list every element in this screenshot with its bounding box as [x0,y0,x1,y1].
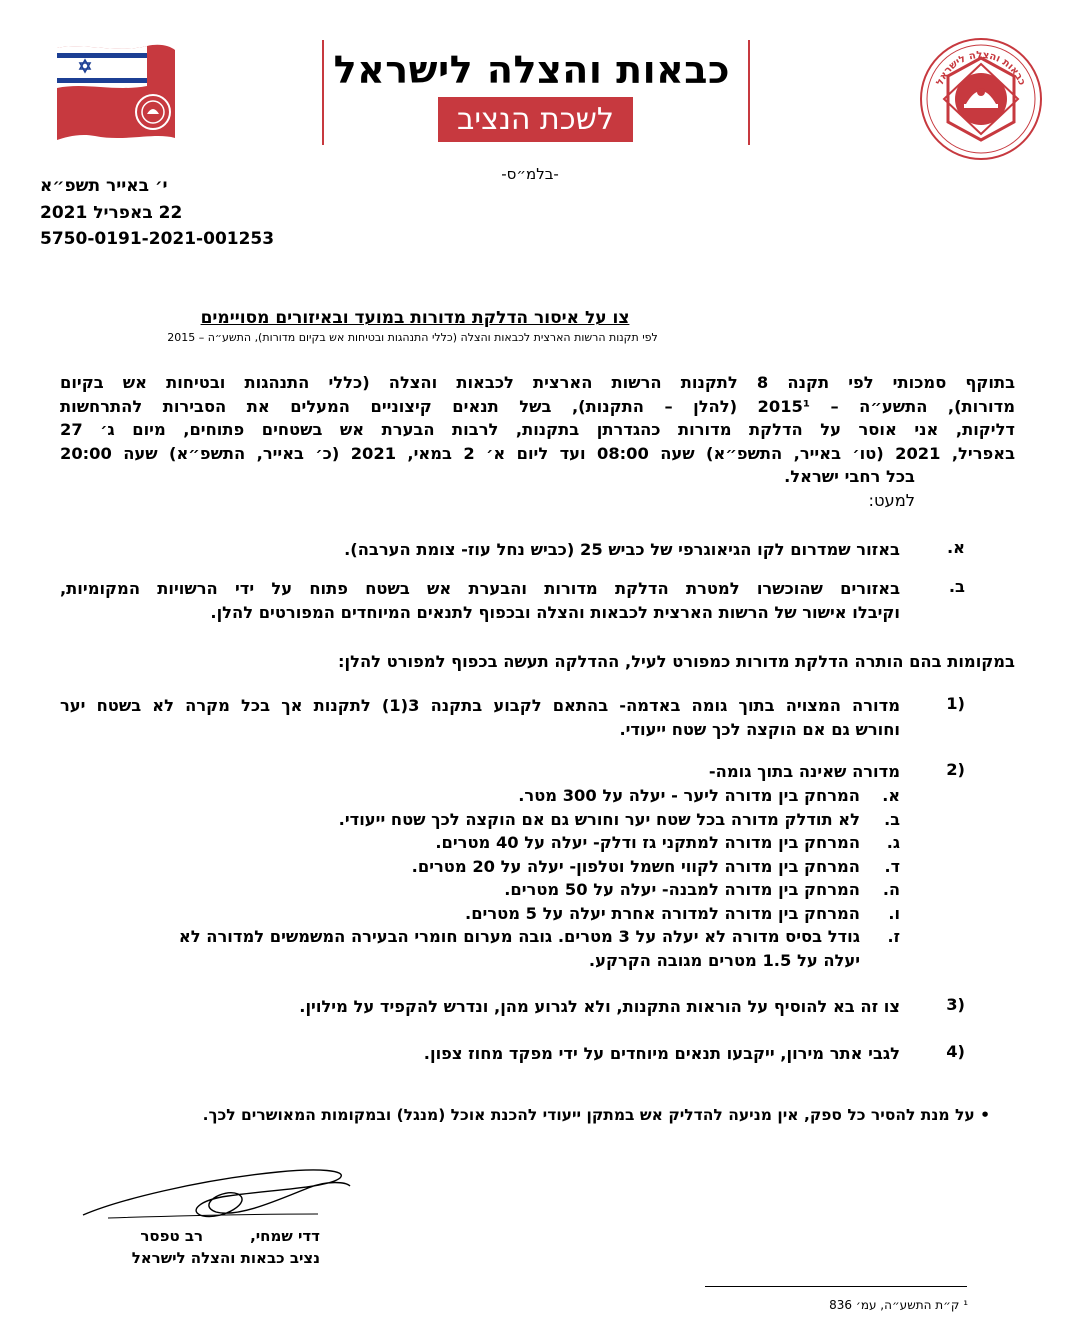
document-subtitle: לפי תקנות הרשות הארצית לכבאות והצלה (כללי התנהגות ובטיחות אש בקיום מדורות), התשע״ה – 2015 [167,331,658,344]
sub-item: ב. לא תודלק מדורה בכל שטח יער וחורש גם אם הוקצה לכך שטח ייעודי. [338,809,900,829]
sub-item: א. המרחק בין מדורה ליער - יעלה על 300 מטר. [518,786,900,805]
header-divider-right [748,40,750,145]
signatory-name: דדי שמחי, רב טפסר [140,1227,320,1245]
clarification-note: • על מנת להסיר כל ספק, אין מניעה להדליק אש במתקן ייעודי להכנת אוכל (מנגל) ובמקומות המאושרים לכך. [202,1106,990,1124]
reference-number: 5750-0191-2021-001253 [40,229,275,249]
sub-item: ד. המרחק בין מדורה לקווי חשמל וטלפון- יעלה על 20 מטרים. [411,856,900,876]
condition-3: צו זה בא להוסיף על הוראות התקנות, ולא לגרוע מהן, ונדרש להקפיד על מילוין. [299,997,900,1016]
flag-logo [55,42,180,142]
exception-marker: ב. [948,577,965,596]
signatory-title: נציב כבאות והצלה לישראל [131,1249,320,1267]
sub-item: ז. גודל בסיס מדורה לא יעלה על 3 מטרים. גובה מערום חומרי הבעירה המשמשים למדורה לא יעלה על 1.5 מטרים מגובה הקרקע. [178,927,900,970]
hebrew-date: י׳ באייר תשפ״א [40,176,168,196]
condition-4: לגבי אתר מירון, ייקבעו תנאים מיוחדים על ידי מפקד מחוז צפון. [423,1044,900,1063]
intro-line: מדורות), התשע״ה – 2015¹ (להלן – התקנות), בשל תנאים קיצוניים המעלים את הסבירות להתרחשות [60,396,1015,416]
classification-label: -בלמ״ס- [501,165,559,183]
condition-marker: 4) [946,1042,965,1061]
handwritten-signature [78,1160,358,1225]
sub-item: ו. המרחק בין מדורה למדורה אחרת יעלה על 5 מטרים. [465,903,900,923]
condition-1: מדורה המצויה בתוך גומה באדמה- בהתאם לקבוע בתקנה 3(1) לתקנות אך בכל מקרה לא בשטח יער וחורש גם אם הוקצה לכך שטח ייעודי. [60,696,900,739]
intro-line: בכל רחבי ישראל. [784,467,915,486]
header-divider-left [322,40,324,145]
fire-rescue-emblem [918,36,1044,162]
condition-marker: 2) [946,760,965,779]
intro-line: באפריל, 2021 (טו׳ באייר, התשפ״א) שעה 08:00 ועד ליום א׳ 2 במאי, 2021 (כ׳ באייר, התשפ״א) שעה 20:00 [60,443,1015,463]
org-name: כבאות והצלה לישראל [333,48,730,92]
bureau-badge: לשכת הנציב [438,97,633,142]
footnote: ¹ ק״ת התשע״ה, עמ׳ 836 [829,1298,968,1312]
exception-b: באזורים שהוכשרו למטרת הדלקת מדורות והבערת אש בשטח פתוח על ידי הרשויות המקומיות, וקיבלו אישור של הרשות הארצית לכבאות והצלה ובכפוף לתנאים המיוחדים המפורטים להלן. [60,579,900,622]
footnote-divider [705,1286,967,1287]
exception-a: באזור שמדרום לקו הגיאוגרפי של כביש 25 (כביש נחל עוז- צומת הערבה). [344,540,900,559]
intro-line: בתוקף סמכותי לפי תקנה 8 לתקנות הרשות הארצית לכבאות והצלה (כללי התנהגות ובטיחות אש בקיום [60,373,1016,392]
intro-paragraph [60,371,1015,512]
sub-item: ה. המרחק בין מדורה למבנה- יעלה על 50 מטרים. [504,880,900,899]
intro-line: דליקות, אני אוסר על הדלקת מדורות כהגדרתן בתקנות, לרבות הבערת אש בשטחים פתוחים, מיום ג׳ 27 [60,420,1015,439]
exception-marker: א. [946,538,965,557]
emblem-text: כבאות והצלה לישראל [934,49,1028,88]
conditions-intro: במקומות בהם הותרה הדלקת מדורות כמפורט לעיל, ההדלקה תעשה בכפוף למפורט להלן: [338,652,1015,671]
sub-item: ג. המרחק בין מדורה למתקני גז ודלק- יעלה על 40 מטרים. [435,833,900,852]
intro-line: למעט: [868,490,915,510]
condition-marker: 3) [946,995,965,1014]
condition-2-sublist [60,784,900,972]
document-title: צו על איסור הדלקת מדורות במועד ובאיזורים מסויימים [200,308,630,328]
condition-2-heading: מדורה שאינה בתוך גומה- [708,762,900,781]
gregorian-date: 22 באפריל 2021 [40,203,183,223]
condition-marker: 1) [946,694,965,713]
